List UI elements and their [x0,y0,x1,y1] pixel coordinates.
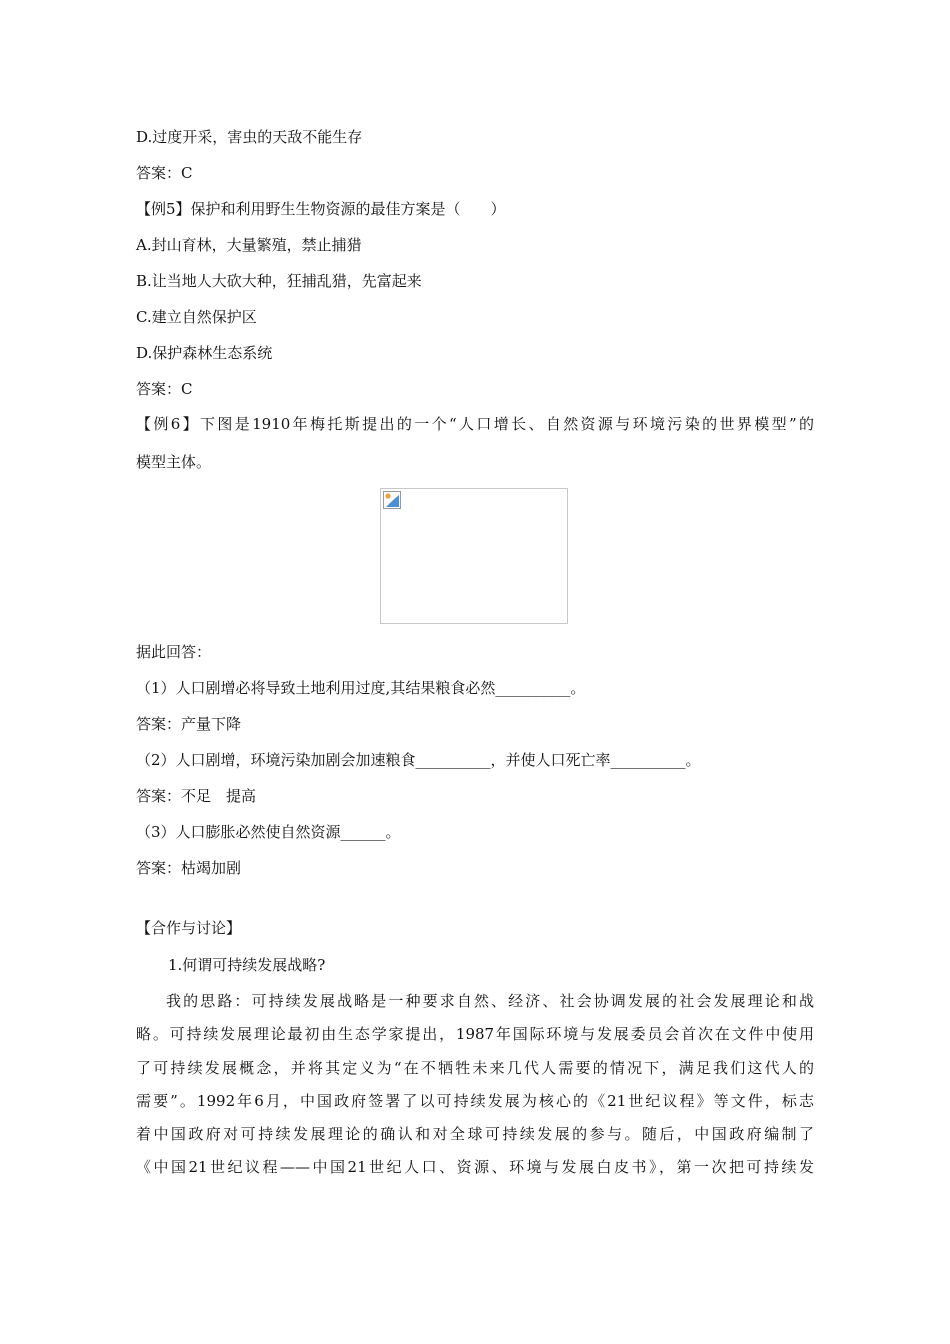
option-c: C.建立自然保护区 [136,308,257,326]
paragraph-line: 了可持续发展概念，并将其定义为“在不牺牲未来几代人需要的情况下，满足我们这代人的 [136,1058,814,1077]
paragraph-line: 着中国政府对可持续发展理论的确认和对全球可持续发展的参与。随后，中国政府编制了 [136,1125,814,1144]
option-a: A.封山育林，大量繁殖，禁止捕猎 [136,236,362,254]
paragraph-line: 我的思路：可持续发展战略是一种要求自然、经济、社会协调发展的社会发展理论和战 [166,992,814,1010]
example6-question-cont: 模型主体。 [136,453,212,471]
question-2: （2）人口剧增，环境污染加剧会加速粮食__________，并使人口死亡率__________。 [136,751,701,769]
example6-question: 【例6】下图是1910年梅托斯提出的一个“人口增长、自然资源与环境污染的世界模型”的 [136,415,814,433]
answer-3: 答案：枯竭加剧 [136,859,242,877]
broken-image-icon [383,491,401,509]
answer-example5: 答案：C [136,380,193,398]
answer-1: 答案：产量下降 [136,715,242,733]
paragraph-line: 需要”。1992年6月，中国政府签署了以可持续发展为核心的《21世纪议程》等文件，标志 [136,1091,814,1110]
answer-2: 答案：不足 提高 [136,787,257,805]
section-heading: 【合作与讨论】 [136,919,242,937]
question-1: （1）人口剧增必将导致土地利用过度,其结果粮食必然__________。 [136,679,586,697]
example5-question: 【例5】保护和利用野生生物资源的最佳方案是（ ） [136,200,506,218]
paragraph-line: 略。可持续发展理论最初由生态学家提出，1987年国际环境与发展委员会首次在文件中使用 [136,1025,814,1044]
option-b: B.让当地人大砍大种，狂捕乱猎，先富起来 [136,272,422,290]
answer-example4: 答案：C [136,164,193,182]
option-d: D.保护森林生态系统 [136,344,273,362]
answer-prompt: 据此回答： [136,643,212,661]
option-d-example4: D.过度开采，害虫的天敌不能生存 [136,128,363,146]
paragraph-line: 《中国21世纪议程——中国21世纪人口、资源、环境与发展白皮书》，第一次把可持续发 [136,1158,814,1177]
discussion-question-1: 1.何谓可持续发展战略? [168,956,326,974]
discussion-answer-paragraph [136,991,814,1191]
model-figure-placeholder [380,488,568,624]
question-3: （3）人口膨胀必然使自然资源______。 [136,823,401,841]
